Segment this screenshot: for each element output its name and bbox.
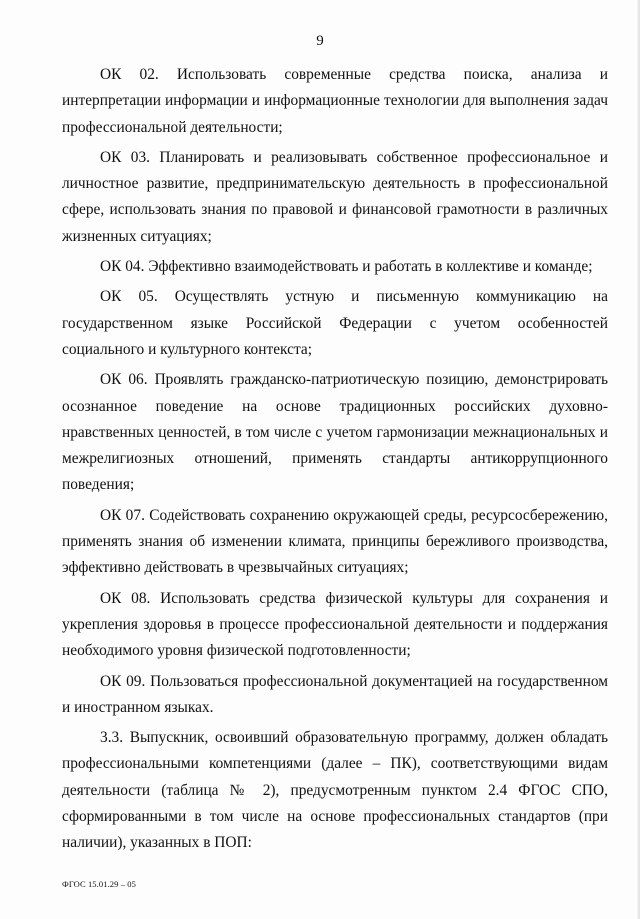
document-footer-code: ФГОС 15.01.29 – 05 xyxy=(62,879,137,889)
paragraph-ok-03: ОК 03. Планировать и реализовывать собственное профессиональное и личностное развитие, предпринимательскую деятельность в профессиональной сфере, использовать знания по правовой и финансовой грамотности в различных жизненных ситуациях; xyxy=(62,148,608,245)
paragraph-ok-02: ОК 02. Использовать современные средства поиска, анализа и интерпретации информации и информационные технологии для выполнения задач профессиональной деятельности; xyxy=(62,66,608,136)
document-body xyxy=(62,62,608,861)
paragraph-section-3-3: 3.3. Выпускник, освоивший образовательную программу, должен обладать профессиональными компетенциями (далее – ПК), соответствующими видам деятельности (таблица № 2), предусмотренным пунктом 2.4 ФГОС СПО, сформированными в том числе на основе профессиональных стандартов (при наличии), указанных в ПОП: xyxy=(62,729,608,852)
page-number: 9 xyxy=(316,33,324,49)
paragraph-ok-06: ОК 06. Проявлять гражданско-патриотическую позицию, демонстрировать осознанное поведение на основе традиционных российских духовно-нравственных ценностей, в том числе с учетом гармонизации межнациональных и межрелигиозных отношений, применять стандарты антикоррупционного поведения; xyxy=(62,371,608,494)
paragraph-ok-04: ОК 04. Эффективно взаимодействовать и работать в коллективе и команде; xyxy=(100,258,593,276)
paragraph-ok-07: ОК 07. Содействовать сохранению окружающей среды, ресурсосбережению, применять знания об изменении климата, принципы бережливого производства, эффективно действовать в чрезвычайных ситуациях; xyxy=(62,506,608,577)
paragraph-ok-08: ОК 08. Использовать средства физической культуры для сохранения и укрепления здоровья в процессе профессиональной деятельности и поддержания необходимого уровня физической подготовленности; xyxy=(62,589,608,660)
paragraph-ok-05: ОК 05. Осуществлять устную и письменную коммуникацию на государственном языке Российской Федерации с учетом особенностей социального и культурного контекста; xyxy=(62,288,608,358)
paragraph-ok-09: ОК 09. Пользоваться профессиональной документацией на государственном и иностранном языках. xyxy=(62,672,608,716)
